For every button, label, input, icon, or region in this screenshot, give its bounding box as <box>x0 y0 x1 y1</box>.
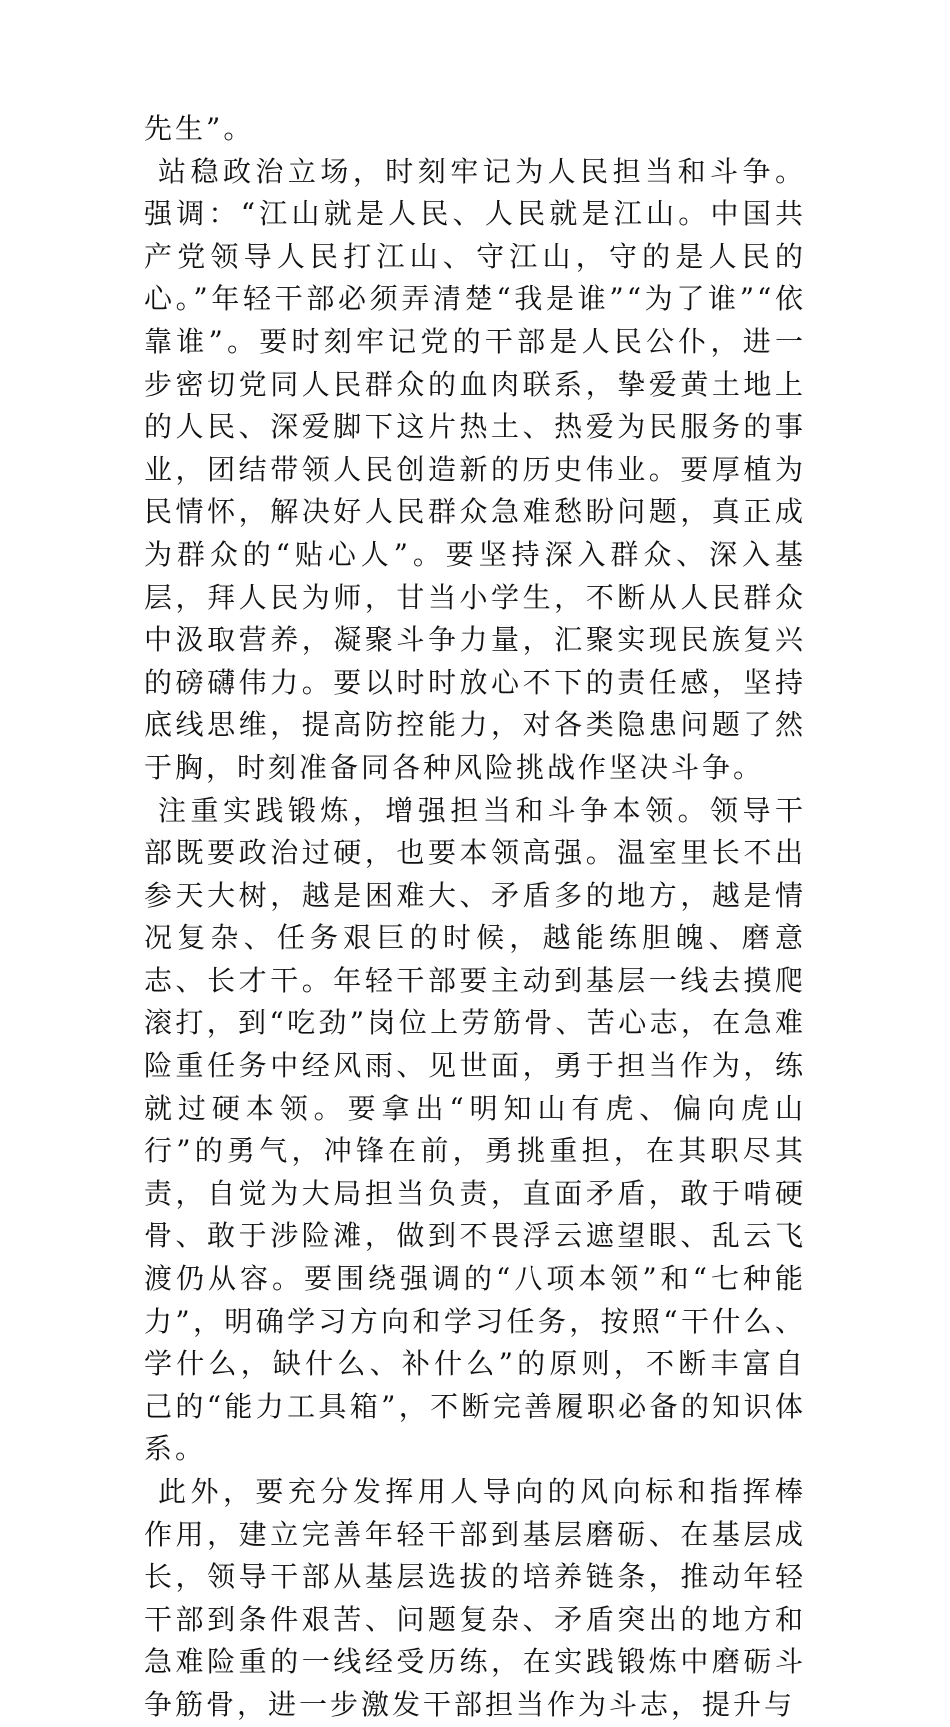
paragraph-political-stance: 站稳政治立场，时刻牢记为人民担当和斗争。强调：“江山就是人民、人民就是江山。中国共产党领导人民打江山、守江山，守的是人民的心。”年轻干部必须弄清楚“我是谁”“为了谁”“依靠谁”。要时刻牢记党的干部是人民公仆，进一步密切党同人民群众的血肉联系，挚爱黄土地上的人民、深爱脚下这片热土、热爱为民服务的事业，团结带领人民创造新的历史伟业。要厚植为民情怀，解决好人民群众急难愁盼问题，真正成为群众的“贴心人”。要坚持深入群众、深入基层，拜人民为师，甘当小学生，不断从人民群众中汲取营养，凝聚斗争力量，汇聚实现民族复兴的磅礴伟力。要以时时放心不下的责任感，坚持底线思维，提高防控能力，对各类隐患问题了然于胸，时刻准备同各种风险挑战作坚决斗争。 <box>144 154 806 784</box>
body-text <box>144 108 806 1727</box>
paragraph-in-addition: 此外，要充分发挥用人导向的风向标和指挥棒作用，建立完善年轻干部到基层磨砺、在基层成长，领导干部从基层选拔的培养链条，推动年轻干部到条件艰苦、问题复杂、矛盾突出的地方和急难险重的一线经受历练，在实践锻炼中磨砺斗争筋骨，进一步激发干部担当作为斗志，提升与 <box>144 1475 806 1721</box>
paragraph-practice-training: 注重实践锻炼，增强担当和斗争本领。领导干部既要政治过硬，也要本领高强。温室里长不出参天大树，越是困难大、矛盾多的地方，越是情况复杂、任务艰巨的时候，越能练胆魄、磨意志、长才干。年轻干部要主动到基层一线去摸爬滚打，到“吃劲”岗位上劳筋骨、苦心志，在急难险重任务中经风雨、见世面，勇于担当作为，练就过硬本领。要拿出“明知山有虎、偏向虎山行”的勇气，冲锋在前，勇挑重担，在其职尽其责，自觉为大局担当负责，直面矛盾，敢于啃硬骨、敢于涉险滩，做到不畏浮云遮望眼、乱云飞渡仍从容。要围绕强调的“八项本领”和“七种能力”，明确学习方向和学习任务，按照“干什么、学什么，缺什么、补什么”的原则，不断丰富自己的“能力工具箱”，不断完善履职必备的知识体系。 <box>144 793 806 1466</box>
paragraph-continuation: 先生”。 <box>144 112 255 145</box>
